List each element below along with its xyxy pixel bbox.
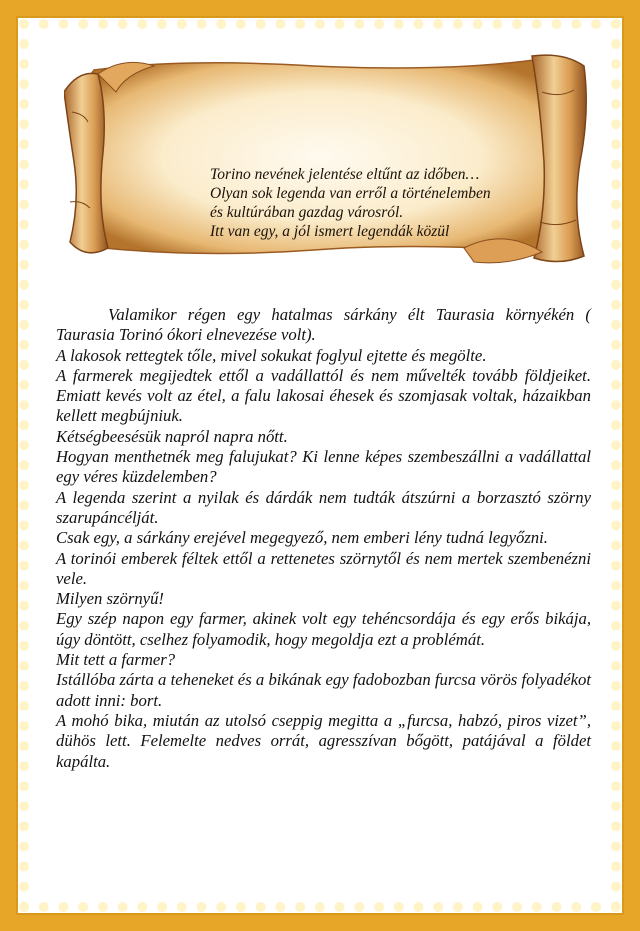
scroll-line: Itt van egy, a jól ismert legendák közül [210, 223, 450, 240]
story-paragraph: Hogyan menthetnék meg falujukat? Ki lenne képes szembeszállni a vadállattal egy véres küzdelemben? [56, 447, 591, 487]
story-paragraph: Mit tett a farmer? [56, 650, 176, 670]
story-paragraph: Csak egy, a sárkány erejével megegyező, nem emberi lény tudná legyőzni. [56, 528, 548, 548]
story-text [56, 305, 591, 772]
story-paragraph: Kétségbeesésük napról napra nőtt. [56, 426, 288, 446]
story-paragraph: A mohó bika, miután az utolsó cseppig megitta a „furcsa, habzó, piros vizet”, dühös lett. Felemelte nedves orrát, agresszívan bőgött, patájával a földet kapálta. [56, 710, 591, 771]
story-paragraph: Milyen szörnyű! [56, 589, 164, 609]
story-paragraph: A legenda szerint a nyilak és dárdák nem tudták átszúrni a borzasztó szörny szarupáncélját. [56, 487, 591, 527]
parchment-scroll-banner [64, 52, 590, 267]
scroll-line: és kultúrában gazdag városról. [210, 204, 404, 221]
story-paragraph: Egy szép napon egy farmer, akinek volt egy tehéncsordája és egy erős bikája, úgy döntött, cselhez folyamodik, hogy megoldja ezt a problémát. [56, 609, 591, 649]
story-paragraph: A farmerek megijedtek ettől a vadállattól és nem művelték tovább földjeiket. Emiatt kevés volt az étel, a falu lakosai éhesek és szomjasak voltak, házaikban kellett megbújniuk. [56, 365, 591, 426]
scroll-line: Olyan sok legenda van erről a történelemben [210, 185, 491, 202]
scroll-text [210, 165, 570, 241]
scroll-line: Torino nevének jelentése eltűnt az időben… [210, 166, 480, 183]
story-paragraph: Valamikor régen egy hatalmas sárkány élt Taurasia környékén ( Taurasia Torinó ókori elnevezése volt). [56, 305, 591, 345]
story-paragraph: Istállóba zárta a teheneket és a bikának egy fadobozban furcsa vörös folyadékot adott inni: bort. [56, 670, 591, 710]
story-paragraph: A lakosok rettegtek tőle, mivel sokukat foglyul ejtette és megölte. [56, 345, 487, 365]
story-paragraph: A torinói emberek féltek ettől a rettenetes szörnytől és nem mertek szembenézni vele. [56, 548, 591, 588]
